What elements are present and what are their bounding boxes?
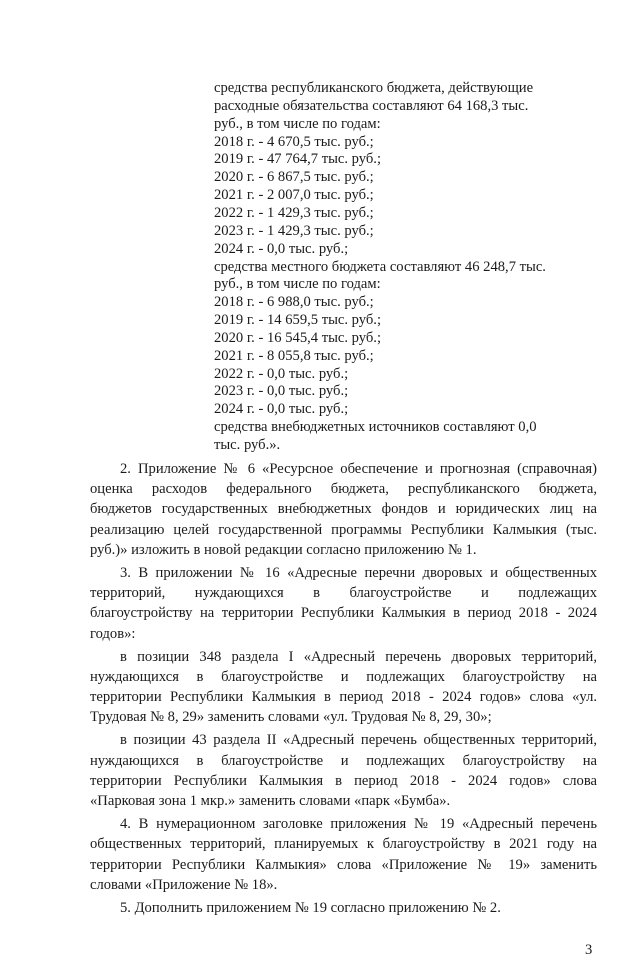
text-line: расходные обязательства составляют 64 168,3 тыс. bbox=[214, 97, 529, 114]
paragraph-item-3-line: годов»: bbox=[90, 625, 136, 642]
paragraph-item-3b-line: нуждающихся в благоустройстве и подлежащих благоустройству на bbox=[90, 752, 597, 769]
paragraph-item-3a-line: в позиции 348 раздела I «Адресный перечень дворовых территорий, bbox=[120, 648, 597, 665]
text-line: 2023 г. - 0,0 тыс. руб.; bbox=[214, 383, 349, 400]
text-line: 2021 г. - 2 007,0 тыс. руб.; bbox=[214, 187, 374, 204]
paragraph-item-2-line: руб.)» изложить в новой редакции согласно приложению № 1. bbox=[90, 542, 477, 559]
paragraph-item-3-line: 3. В приложении № 16 «Адресные перечни дворовых и общественных bbox=[120, 564, 597, 581]
text-line: 2019 г. - 14 659,5 тыс. руб.; bbox=[214, 312, 382, 329]
paragraph-item-3a-line: нуждающихся в благоустройстве и подлежащих благоустройству на bbox=[90, 668, 597, 685]
paragraph-item-3b-line: «Парковая зона 1 мкр.» заменить словами «парк «Бумба». bbox=[90, 793, 451, 810]
paragraph-item-2-line: бюджетов государственных внебюджетных фондов и юридических лиц на bbox=[90, 501, 597, 518]
text-line: средства республиканского бюджета, действующие bbox=[214, 80, 534, 96]
paragraph-item-3b-line: в позиции 43 раздела II «Адресный перечень общественных территорий, bbox=[120, 732, 597, 749]
text-line: 2018 г. - 4 670,5 тыс. руб.; bbox=[214, 133, 374, 150]
paragraph-item-2-line: оценка расходов федерального бюджета, республиканского бюджета, bbox=[90, 481, 597, 498]
text-line: руб., в том числе по годам: bbox=[214, 276, 381, 293]
paragraph-item-3-line: территорий, нуждающихся в благоустройстве и подлежащих bbox=[90, 585, 597, 602]
text-line: 2022 г. - 0,0 тыс. руб.; bbox=[214, 365, 349, 382]
text-line: 2019 г. - 47 764,7 тыс. руб.; bbox=[214, 151, 382, 168]
text-line: 2020 г. - 16 545,4 тыс. руб.; bbox=[214, 329, 382, 346]
text-line: 2022 г. - 1 429,3 тыс. руб.; bbox=[214, 204, 374, 221]
paragraph-item-3a-line: Трудовая № 8, 29» заменить словами «ул. Трудовая № 8, 29, 30»; bbox=[90, 709, 492, 726]
paragraph-item-4-line: словами «Приложение № 18». bbox=[90, 876, 278, 893]
paragraph-item-3b-line: территории Республики Калмыкия в период 2018 - 2024 годов» слова bbox=[90, 772, 597, 789]
text-line: тыс. руб.». bbox=[214, 437, 281, 453]
text-line: 2023 г. - 1 429,3 тыс. руб.; bbox=[214, 222, 374, 239]
paragraph-item-3-line: благоустройству на территории Республики Калмыкия в период 2018 - 2024 bbox=[90, 605, 597, 622]
paragraph-item-2-line: реализацию целей государственной программы Республики Калмыкия (тыс. bbox=[90, 521, 597, 538]
text-line: средства местного бюджета составляют 46 248,7 тыс. bbox=[214, 258, 546, 275]
paragraph-item-5: 5. Дополнить приложением № 19 согласно приложению № 2. bbox=[120, 899, 501, 916]
paragraph-item-2-line: 2. Приложение № 6 «Ресурсное обеспечение и прогнозная (справочная) bbox=[120, 460, 597, 477]
paragraph-item-4-line: территории Республики Калмыкия» слова «Приложение № 19» заменить bbox=[90, 856, 597, 873]
text-line: 2021 г. - 8 055,8 тыс. руб.; bbox=[214, 347, 374, 364]
text-line: 2020 г. - 6 867,5 тыс. руб.; bbox=[214, 169, 374, 186]
paragraph-item-4-line: общественных территорий, планируемых к благоустройству в 2021 году на bbox=[90, 836, 597, 853]
paragraph-item-4-line: 4. В нумерационном заголовке приложения № 19 «Адресный перечень bbox=[120, 815, 597, 832]
text-line: руб., в том числе по годам: bbox=[214, 115, 381, 132]
text-line: 2018 г. - 6 988,0 тыс. руб.; bbox=[214, 294, 374, 311]
page-number: 3 bbox=[585, 941, 593, 958]
text-line: 2024 г. - 0,0 тыс. руб.; bbox=[214, 240, 349, 257]
paragraph-item-3a-line: территории Республики Калмыкия в период 2018 - 2024 годов» слова «ул. bbox=[90, 689, 597, 706]
text-line: средства внебюджетных источников составляют 0,0 bbox=[214, 419, 537, 436]
text-line: 2024 г. - 0,0 тыс. руб.; bbox=[214, 401, 349, 418]
